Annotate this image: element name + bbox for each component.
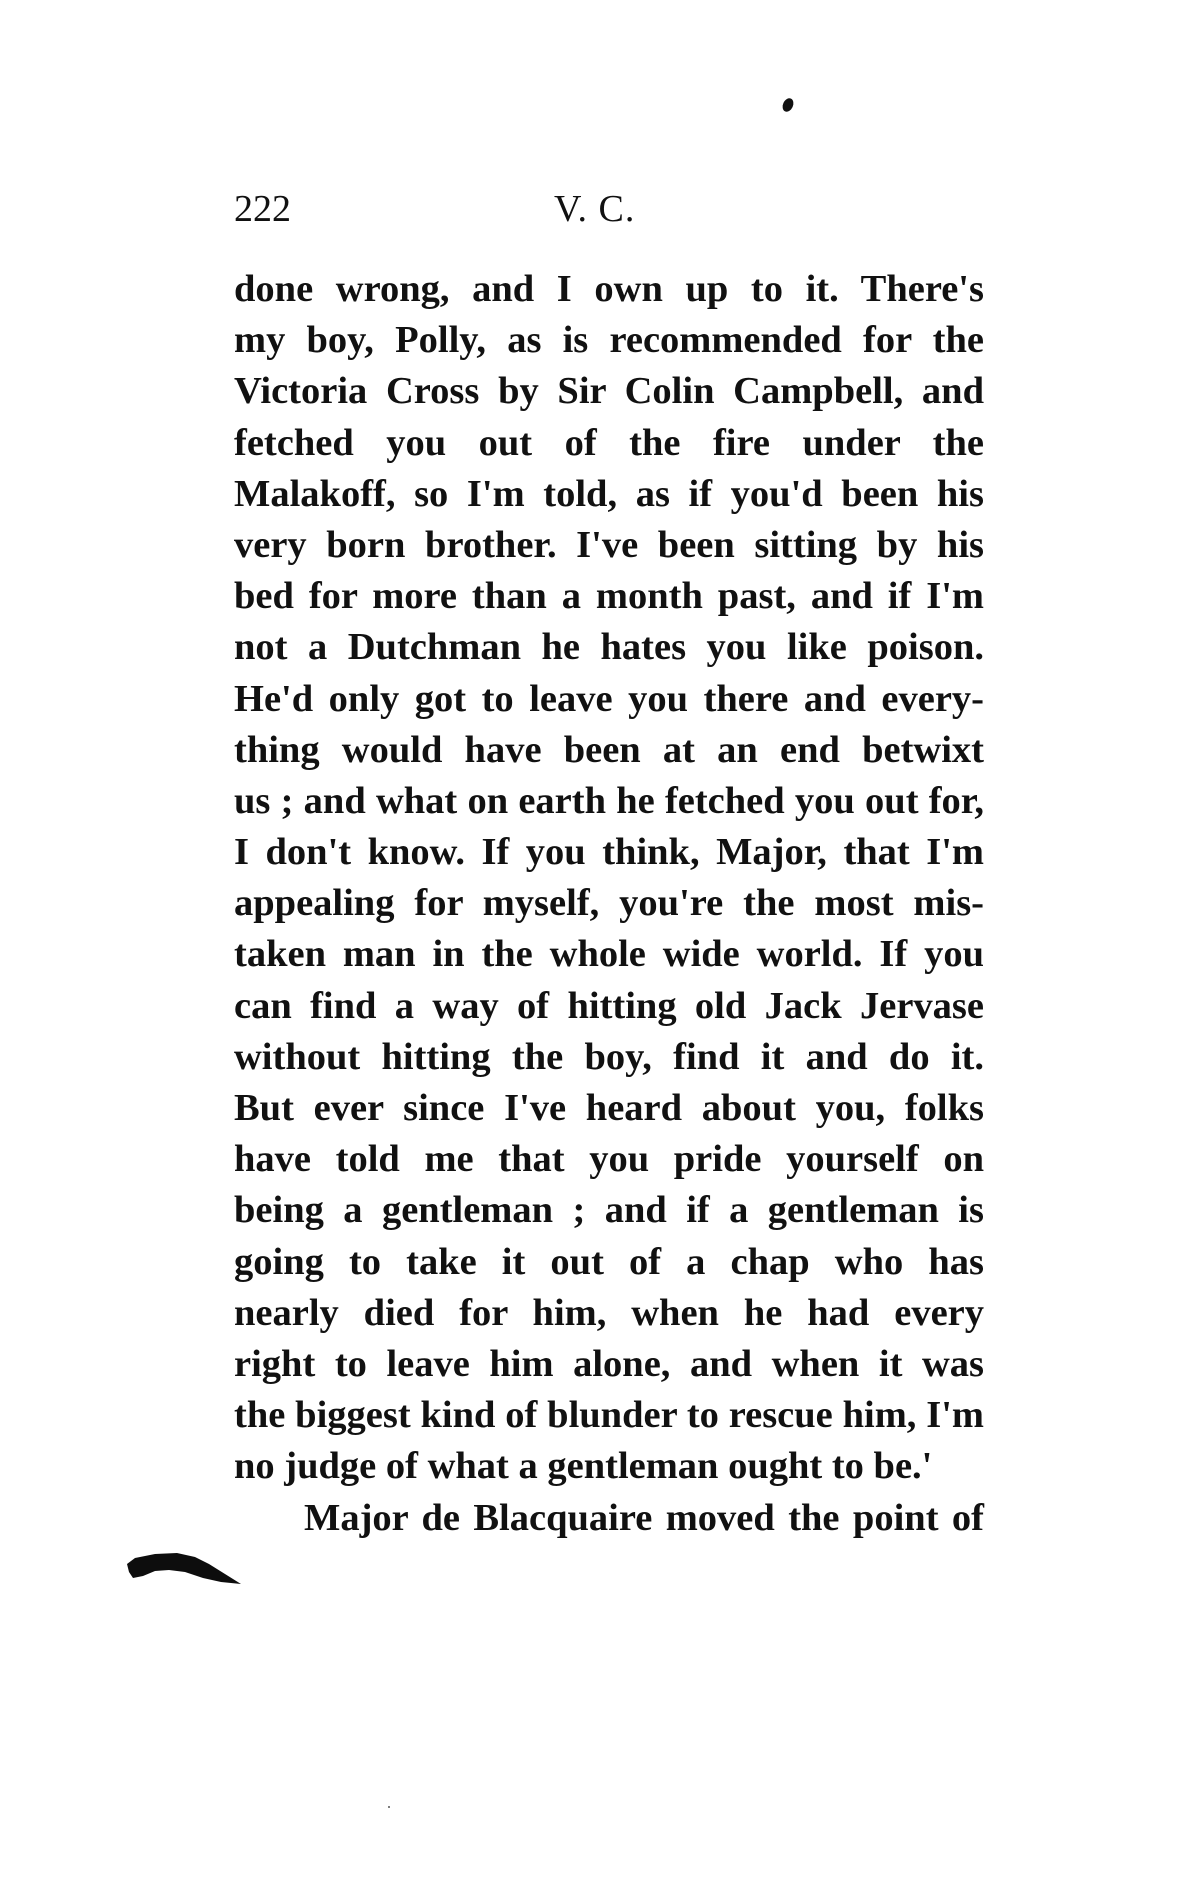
text-line: appealing for myself, you're the most mis- xyxy=(234,882,984,925)
text-line: fetched you out of the fire under the xyxy=(234,421,984,464)
text-line: no judge of what a gentleman ought to be.' xyxy=(234,1445,933,1488)
text-line: Victoria Cross by Sir Colin Campbell, and xyxy=(234,370,984,413)
text-line: nearly died for him, when he had every xyxy=(234,1291,984,1334)
text-line: Malakoff, so I'm told, as if you'd been his xyxy=(234,472,984,515)
page-header xyxy=(234,184,994,234)
text-line: very born brother. I've been sitting by his xyxy=(234,523,984,566)
text-line: I don't know. If you think, Major, that I'm xyxy=(234,831,984,874)
ink-mark xyxy=(781,97,796,114)
text-line: right to leave him alone, and when it was xyxy=(234,1342,984,1385)
ink-speck xyxy=(388,1806,390,1808)
text-line-paragraph-start: Major de Blacquaire moved the point of xyxy=(304,1496,984,1539)
text-line: He'd only got to leave you there and every- xyxy=(234,677,984,720)
text-line: without hitting the boy, find it and do it. xyxy=(234,1035,984,1078)
text-line: But ever since I've heard about you, folks xyxy=(234,1087,984,1129)
page-number: 222 xyxy=(234,188,291,230)
text-line: done wrong, and I own up to it. There's xyxy=(234,268,984,310)
text-line: being a gentleman ; and if a gentleman is xyxy=(234,1189,984,1232)
text-line: my boy, Polly, as is recommended for the xyxy=(234,319,984,362)
text-line: can find a way of hitting old Jack Jervase xyxy=(234,984,984,1027)
text-line: thing would have been at an end betwixt xyxy=(234,728,984,771)
body-text xyxy=(234,264,984,1544)
text-line: taken man in the whole wide world. If you xyxy=(234,933,984,976)
text-line: the biggest kind of blunder to rescue him, I'm xyxy=(234,1394,984,1437)
text-line: us ; and what on earth he fetched you out for, xyxy=(234,779,984,822)
ink-blot xyxy=(125,1550,243,1586)
text-line: not a Dutchman he hates you like poison. xyxy=(234,626,984,669)
text-line: bed for more than a month past, and if I'm xyxy=(234,575,984,618)
text-line: going to take it out of a chap who has xyxy=(234,1240,984,1283)
text-line: have told me that you pride yourself on xyxy=(234,1138,984,1181)
running-title: V. C. xyxy=(554,188,636,230)
